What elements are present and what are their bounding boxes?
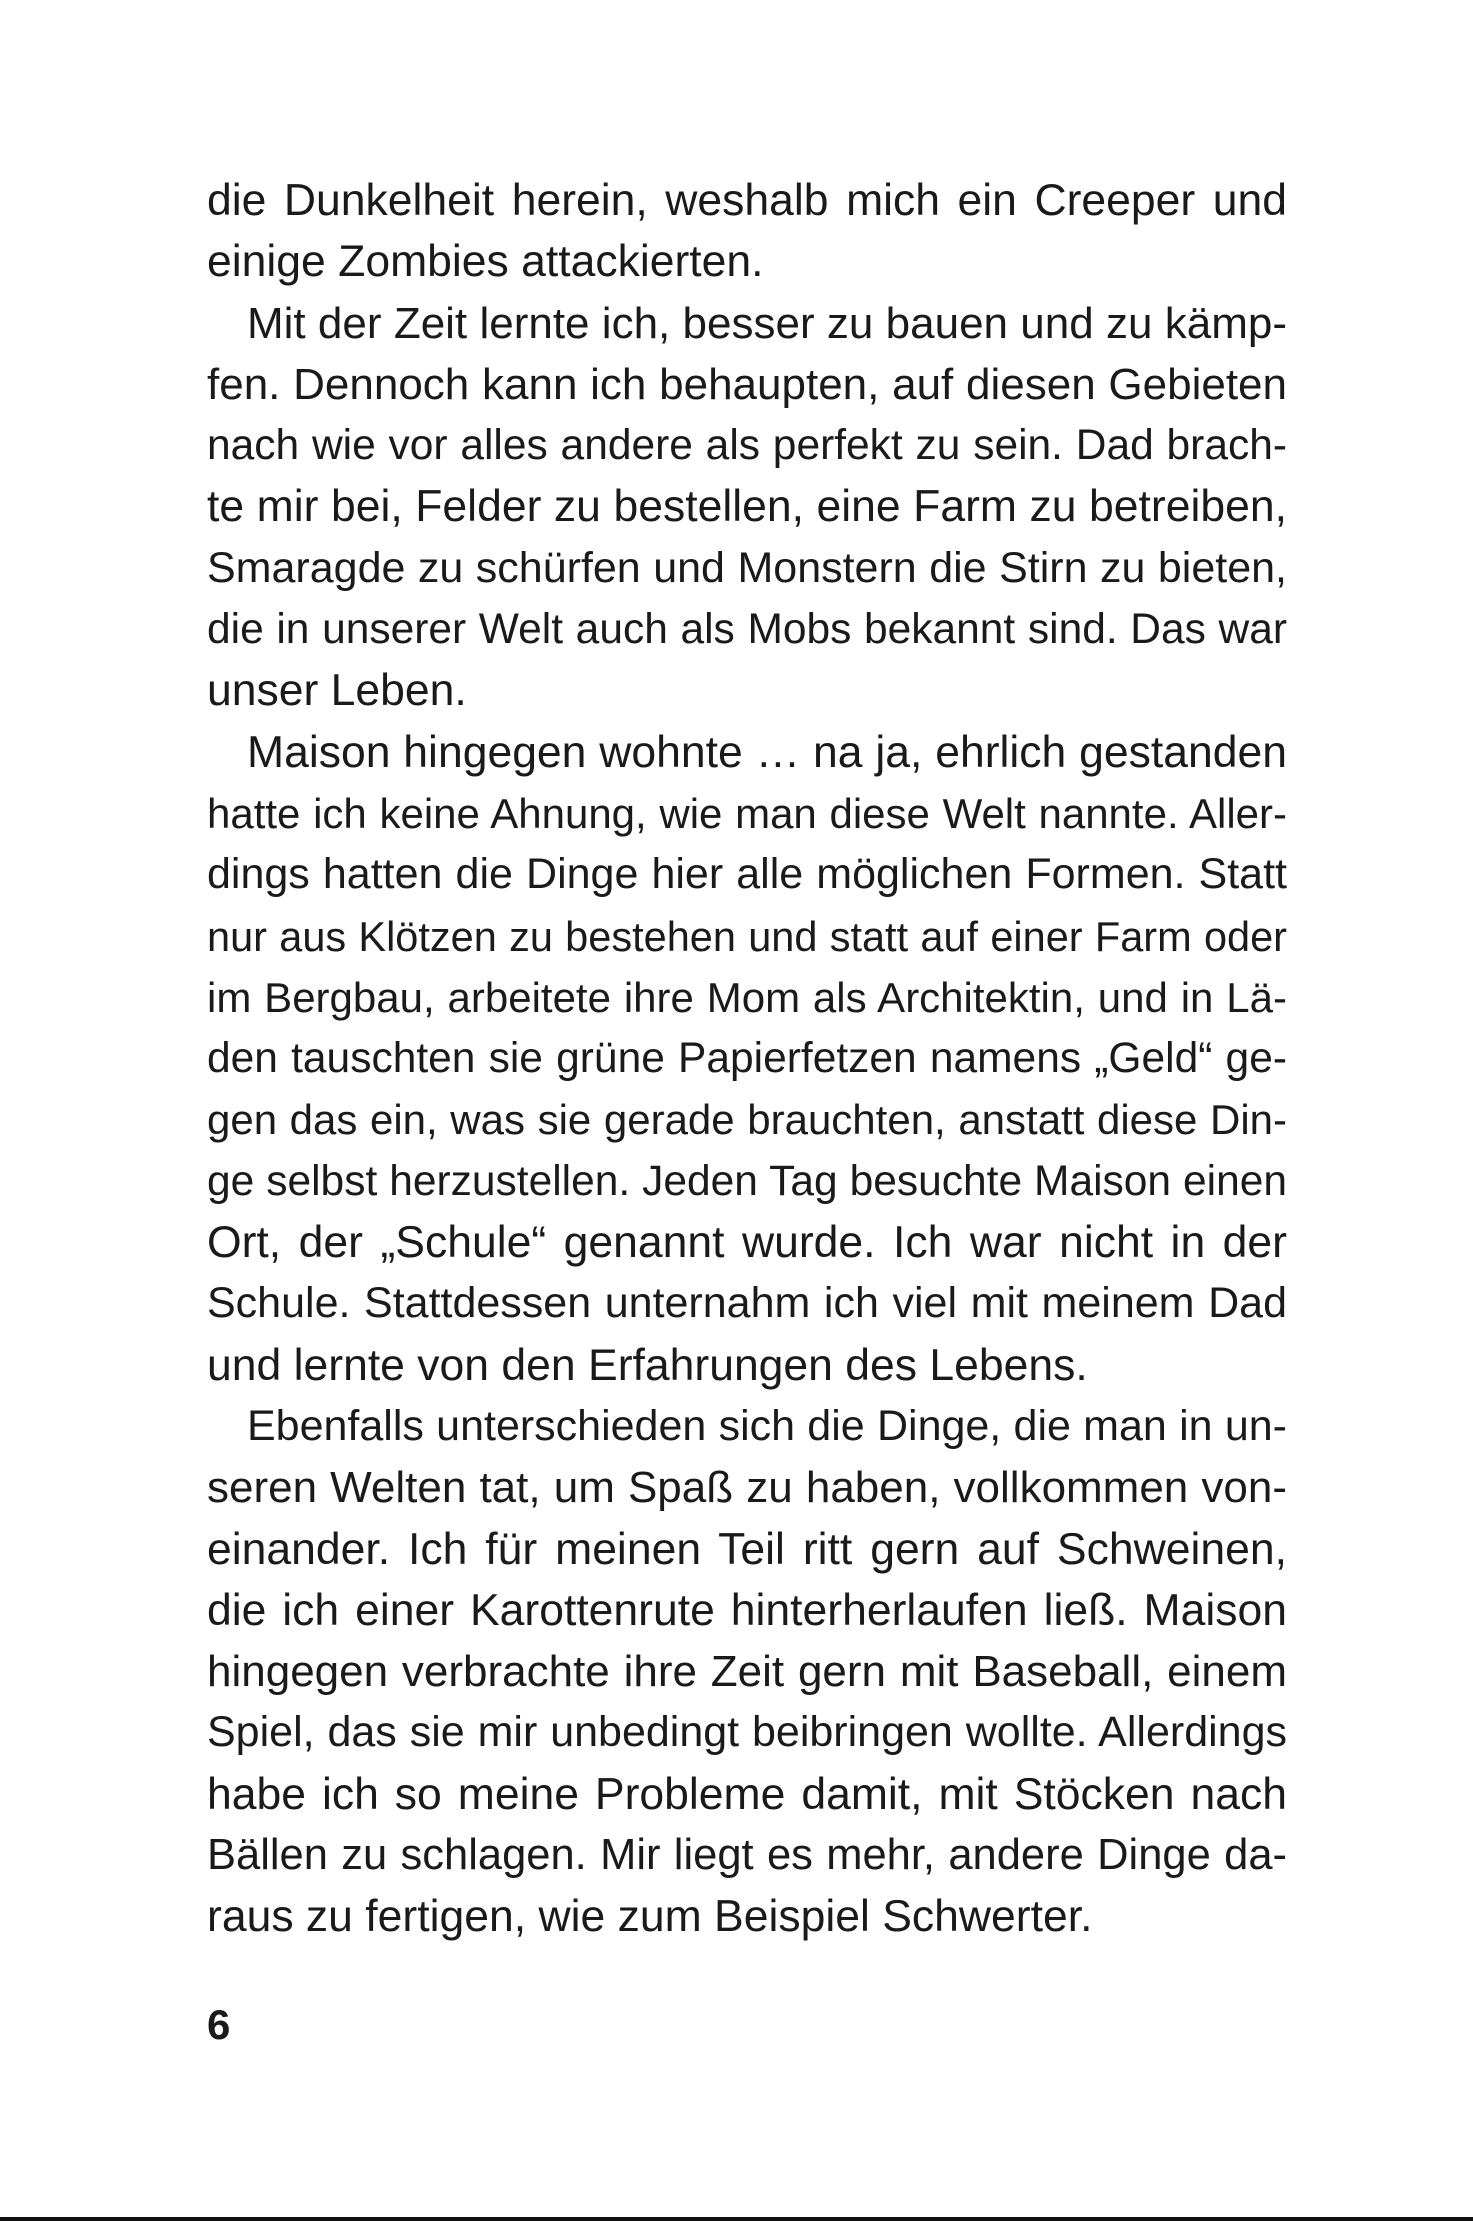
text-line: einige Zombies attackierten.	[207, 237, 764, 287]
text-line: seren Welten tat, um Spaß zu haben, vollkommen von-	[207, 1463, 1287, 1513]
text-line: raus zu fertigen, wie zum Beispiel Schwerter.	[207, 1892, 1093, 1942]
text-line: te mir bei, Felder zu bestellen, eine Farm zu betreiben,	[207, 482, 1287, 532]
text-line: dings hatten die Dinge hier alle möglichen Formen. Statt	[207, 850, 1287, 899]
text-line: Mit der Zeit lernte ich, besser zu bauen und zu kämp-	[247, 298, 1287, 348]
text-line: die ich einer Karottenrute hinterherlaufen ließ. Maison	[207, 1585, 1287, 1635]
text-line: Schule. Stattdessen unternahm ich viel mit meinem Dad	[207, 1279, 1287, 1328]
text-line: Spiel, das sie mir unbedingt beibringen wollte. Allerdings	[207, 1708, 1287, 1757]
text-line: Ebenfalls unterschieden sich die Dinge, die man in un-	[247, 1401, 1287, 1450]
text-line: habe ich so meine Probleme damit, mit Stöcken nach	[207, 1769, 1287, 1819]
text-line: Ort, der „Schule“ genannt wurde. Ich war nicht in der	[207, 1218, 1287, 1268]
text-line: ge selbst herzustellen. Jeden Tag besuchte Maison einen	[207, 1157, 1287, 1205]
text-line: nach wie vor alles andere als perfekt zu sein. Dad brach-	[207, 422, 1287, 470]
page-number: 6	[207, 2001, 231, 2048]
body-text	[207, 170, 1287, 1948]
text-line: den tauschten sie grüne Papierfetzen namens „Geld“ ge-	[207, 1035, 1287, 1083]
text-line: Bällen zu schlagen. Mir liegt es mehr, andere Dinge da-	[207, 1831, 1287, 1880]
text-line: Maison hingegen wohnte … na ja, ehrlich gestanden	[247, 727, 1287, 777]
text-line: die Dunkelheit herein, weshalb mich ein Creeper und	[207, 176, 1287, 225]
text-line: hatte ich keine Ahnung, wie man diese Welt nannte. Aller-	[207, 789, 1287, 837]
text-line: gen das ein, was sie gerade brauchten, anstatt diese Din-	[207, 1096, 1287, 1144]
page-edge-divider	[0, 2217, 1473, 2221]
text-line: fen. Dennoch kann ich behaupten, auf diesen Gebieten	[207, 359, 1287, 409]
text-line: nur aus Klötzen zu bestehen und statt auf einer Farm oder	[207, 912, 1287, 960]
text-line: die in unserer Welt auch als Mobs bekannt sind. Das war	[207, 606, 1287, 654]
text-line: Smaragde zu schürfen und Monstern die Stirn zu bieten,	[207, 543, 1287, 592]
text-line: im Bergbau, arbeitete ihre Mom als Architektin, und in Lä-	[207, 973, 1287, 1021]
text-line: einander. Ich für meinen Teil ritt gern auf Schweinen,	[207, 1524, 1287, 1574]
text-line: hingegen verbrachte ihre Zeit gern mit Baseball, einem	[207, 1647, 1287, 1697]
text-line: unser Leben.	[207, 666, 467, 716]
text-line: und lernte von den Erfahrungen des Lebens.	[207, 1340, 1088, 1390]
